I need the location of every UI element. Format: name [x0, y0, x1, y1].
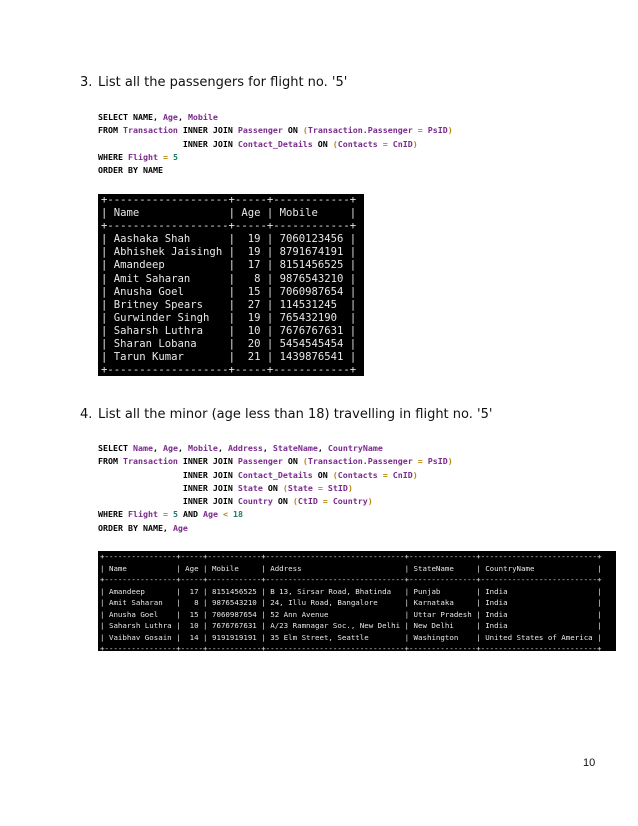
- table-border: +----------------+-----+------------+-------------------------------+---------------+--------------------------+: [100, 644, 602, 651]
- sql-token: =: [157, 151, 173, 162]
- table-cell: Karnataka: [413, 598, 454, 607]
- table-border: |: [101, 298, 114, 311]
- sql-token: PsID: [427, 456, 448, 467]
- table-border: |: [400, 609, 414, 619]
- table-border: +-------------------+-----+------------+: [101, 194, 357, 206]
- table-border: |: [222, 298, 242, 311]
- table-cell: 7676767631: [212, 621, 257, 630]
- sql-token: WHERE: [98, 151, 128, 162]
- sql-token: (: [302, 456, 308, 467]
- sql-token: StateName: [272, 443, 318, 453]
- table-cell: 14: [189, 632, 199, 642]
- sql-token: Contacts: [337, 138, 378, 149]
- column-header: Mobile: [279, 207, 318, 220]
- sql-token: Passenger: [237, 456, 283, 467]
- table-cell: Abhishek Jaisingh: [113, 246, 223, 259]
- table-cell: Amandeep: [108, 586, 145, 596]
- column-header: Address: [270, 563, 302, 573]
- sql-token: CountryName: [327, 443, 383, 453]
- question-3: [80, 75, 347, 90]
- sql-token: PsID: [427, 125, 448, 136]
- sql-token: Name: [132, 443, 153, 453]
- sql-token: Country: [332, 496, 368, 506]
- table-border: |: [101, 272, 114, 285]
- question-4-number: 4.: [80, 407, 93, 422]
- sql-token: ON: [282, 456, 303, 467]
- table-cell: 15: [247, 285, 261, 298]
- table-border: |: [256, 621, 271, 630]
- sql-token: Age: [202, 509, 218, 520]
- table-cell: Aashaka Shah: [113, 233, 191, 246]
- table-border: |: [471, 609, 486, 619]
- table-border: |: [222, 338, 242, 351]
- table-border: |: [592, 563, 602, 573]
- table-border: |: [471, 621, 486, 630]
- table-cell: Saharsh Luthra: [108, 621, 172, 630]
- table-border: |: [171, 598, 186, 607]
- sql-query-3: [98, 111, 453, 177]
- table-border: |: [256, 609, 271, 619]
- table-border: |: [260, 298, 280, 311]
- table-border: |: [260, 233, 280, 246]
- table-border: |: [343, 351, 357, 364]
- sql-token: =: [412, 125, 428, 136]
- table-cell: 19: [247, 246, 261, 259]
- sql-token: Age: [162, 443, 178, 453]
- table-border: |: [260, 351, 280, 364]
- table-cell: Gurwinder Singh: [113, 311, 210, 324]
- sql-line: [98, 508, 453, 521]
- table-border: |: [260, 324, 280, 337]
- table-border: |: [198, 632, 212, 642]
- table-cell: 52 Ann Avenue: [270, 609, 329, 619]
- table-cell: 10: [247, 324, 261, 337]
- sql-line: [98, 442, 453, 455]
- sql-token: =: [317, 496, 333, 506]
- table-border: |: [222, 246, 242, 259]
- table-border: |: [171, 563, 186, 573]
- sql-token: CnID: [392, 469, 413, 480]
- table-border: |: [198, 586, 212, 596]
- sql-token: 5: [172, 151, 178, 162]
- query-result-3: [98, 194, 364, 376]
- sql-token: Mobile: [187, 112, 218, 122]
- table-border: |: [343, 207, 357, 220]
- table-border: |: [400, 621, 414, 630]
- result-line: [101, 299, 364, 312]
- sql-token: INNER JOIN: [177, 456, 238, 467]
- table-border: |: [222, 311, 242, 324]
- sql-token: INNER JOIN: [98, 496, 238, 506]
- sql-token: Mobile: [187, 443, 218, 453]
- table-border: |: [101, 311, 114, 324]
- sql-token: Contacts: [337, 469, 378, 480]
- sql-token: SELECT: [98, 443, 133, 453]
- table-border: |: [260, 246, 280, 259]
- sql-token: <: [217, 509, 233, 520]
- table-border: |: [256, 563, 271, 573]
- table-cell: A/23 Ramnagar Soc., New Delhi: [270, 621, 401, 630]
- table-cell: 1439876541: [279, 351, 344, 364]
- column-header: Age: [241, 207, 261, 220]
- sql-token: (: [332, 469, 338, 480]
- sql-token: Transaction.Passenger: [307, 125, 413, 136]
- question-3-number: 3.: [80, 75, 93, 90]
- table-cell: 8151456525: [212, 586, 257, 596]
- sql-token: State: [237, 482, 263, 493]
- sql-token: ): [447, 456, 453, 467]
- sql-token: 5: [172, 509, 178, 520]
- sql-token: ,: [152, 443, 163, 453]
- sql-token: ON: [272, 496, 293, 506]
- table-border: |: [471, 586, 486, 596]
- sql-line: [98, 151, 453, 164]
- table-cell: Amit Saharan: [108, 598, 163, 607]
- table-border: |: [101, 285, 114, 298]
- table-cell: 9876543210: [279, 272, 344, 285]
- table-border: |: [198, 598, 212, 607]
- table-border: |: [471, 598, 486, 607]
- sql-token: ORDER BY NAME,: [98, 522, 173, 533]
- table-border: |: [222, 207, 242, 220]
- table-cell: Amandeep: [113, 259, 165, 272]
- sql-token: Contact_Details: [237, 138, 313, 149]
- table-border: |: [101, 324, 114, 337]
- sql-token: (: [282, 482, 288, 493]
- sql-token: Country: [237, 496, 273, 506]
- table-border: |: [343, 233, 357, 246]
- table-border: |: [222, 351, 242, 364]
- table-cell: 27: [247, 298, 261, 311]
- result-line: [101, 207, 364, 220]
- result-line: [101, 233, 364, 246]
- table-border: |: [400, 586, 414, 596]
- sql-token: Transaction: [122, 125, 178, 136]
- sql-token: ): [412, 469, 418, 480]
- sql-line: [98, 124, 453, 137]
- sql-token: FROM: [98, 456, 123, 467]
- result-line: [100, 643, 616, 651]
- table-cell: Anusha Goel: [108, 609, 159, 619]
- table-cell: New Delhi: [413, 621, 454, 630]
- table-border: |: [256, 586, 271, 596]
- sql-token: WHERE: [98, 509, 128, 520]
- result-line: [100, 563, 616, 575]
- table-border: |: [198, 621, 212, 630]
- table-border: |: [400, 598, 414, 607]
- column-header: Mobile: [211, 563, 239, 573]
- sql-token: Contact_Details: [237, 469, 313, 480]
- result-line: [101, 351, 364, 364]
- result-line: [100, 620, 616, 632]
- result-line: [101, 273, 364, 286]
- table-border: |: [101, 259, 114, 272]
- table-cell: 19: [247, 233, 261, 246]
- table-cell: Britney Spears: [113, 298, 204, 311]
- sql-token: ): [447, 125, 453, 136]
- table-cell: 20: [247, 338, 261, 351]
- table-border: |: [100, 563, 109, 573]
- table-cell: 8791674191: [279, 246, 344, 259]
- sql-line: [98, 469, 453, 482]
- sql-line: [98, 522, 453, 535]
- sql-token: Age: [172, 522, 188, 533]
- result-line: [101, 194, 364, 207]
- table-cell: 19: [247, 311, 261, 324]
- sql-line: [98, 455, 453, 468]
- sql-token: =: [377, 138, 393, 149]
- result-line: [100, 586, 616, 598]
- table-border: |: [101, 233, 114, 246]
- table-border: |: [260, 272, 280, 285]
- table-border: |: [171, 609, 186, 619]
- table-cell: B 13, Sirsar Road, Bhatinda: [270, 586, 392, 596]
- table-border: |: [100, 609, 109, 619]
- sql-token: ): [347, 482, 353, 493]
- table-border: |: [592, 609, 602, 619]
- result-line: [101, 286, 364, 299]
- sql-token: AND: [177, 509, 203, 520]
- sql-token: (: [332, 138, 338, 149]
- table-border: +----------------+-----+------------+-------------------------------+---------------+--------------------------+: [100, 552, 602, 561]
- table-border: |: [400, 632, 414, 642]
- table-cell: Saharsh Luthra: [113, 324, 204, 337]
- table-border: |: [256, 598, 271, 607]
- table-cell: 8: [254, 272, 261, 285]
- table-border: |: [222, 259, 242, 272]
- table-border: |: [343, 298, 357, 311]
- sql-token: Flight: [127, 509, 158, 520]
- table-border: |: [222, 272, 242, 285]
- table-border: |: [471, 563, 486, 573]
- sql-query-4: [98, 442, 453, 535]
- table-cell: 17: [247, 259, 261, 272]
- table-border: |: [171, 586, 186, 596]
- table-border: |: [400, 563, 414, 573]
- sql-token: ): [412, 138, 418, 149]
- table-border: |: [222, 324, 242, 337]
- sql-token: INNER JOIN: [98, 482, 238, 493]
- table-border: |: [100, 586, 109, 596]
- result-line: [101, 338, 364, 351]
- table-border: +-------------------+-----+------------+: [101, 364, 357, 376]
- table-cell: Punjab: [413, 586, 441, 596]
- table-border: |: [471, 632, 486, 642]
- table-border: |: [592, 621, 602, 630]
- sql-line: [98, 111, 453, 124]
- table-border: +-------------------+-----+------------+: [101, 220, 357, 233]
- sql-token: ,: [177, 112, 188, 122]
- table-cell: India: [485, 586, 508, 596]
- table-cell: India: [485, 609, 508, 619]
- table-cell: Amit Saharan: [113, 272, 191, 285]
- table-cell: India: [485, 621, 508, 630]
- table-border: |: [222, 233, 242, 246]
- table-border: |: [198, 609, 212, 619]
- sql-token: Transaction: [122, 456, 178, 467]
- sql-token: Transaction.Passenger: [307, 456, 413, 467]
- table-border: |: [343, 259, 357, 272]
- column-header: CountryName: [485, 563, 535, 573]
- sql-line: [98, 138, 453, 151]
- table-cell: Anusha Goel: [113, 285, 184, 298]
- sql-token: CnID: [392, 138, 413, 149]
- table-cell: 8151456525: [279, 259, 344, 272]
- column-header: StateName: [413, 563, 454, 573]
- sql-token: FROM: [98, 125, 123, 136]
- table-cell: 9191919191: [212, 632, 257, 642]
- table-cell: Vaibhav Gosain: [108, 632, 172, 642]
- table-border: |: [101, 207, 114, 220]
- table-cell: 21: [247, 351, 261, 364]
- table-cell: Tarun Kumar: [113, 351, 184, 364]
- table-cell: 17: [189, 586, 199, 596]
- sql-token: CtID: [297, 496, 318, 506]
- table-border: |: [592, 586, 602, 596]
- table-cell: 35 Elm Street, Seattle: [270, 632, 369, 642]
- table-cell: 7676767631: [279, 324, 344, 337]
- sql-token: ON: [312, 469, 333, 480]
- sql-token: Address: [227, 443, 263, 453]
- sql-token: ): [367, 496, 373, 506]
- table-border: |: [100, 598, 109, 607]
- table-border: |: [343, 285, 357, 298]
- sql-token: ORDER BY NAME: [98, 165, 163, 175]
- table-cell: 765432190: [279, 311, 338, 324]
- table-cell: Washington: [413, 632, 459, 642]
- result-line: [101, 312, 364, 325]
- sql-line: [98, 495, 453, 508]
- table-border: |: [198, 563, 212, 573]
- column-header: Age: [185, 563, 199, 573]
- table-border: |: [100, 632, 109, 642]
- table-cell: 5454545454: [279, 338, 344, 351]
- sql-token: SELECT NAME,: [98, 112, 163, 122]
- table-border: |: [222, 285, 242, 298]
- table-cell: 9876543210: [212, 598, 257, 607]
- sql-token: ON: [262, 482, 283, 493]
- sql-token: ,: [217, 443, 228, 453]
- result-line: [101, 364, 364, 376]
- table-cell: 114531245: [279, 298, 338, 311]
- table-border: |: [171, 632, 186, 642]
- result-line: [100, 574, 616, 586]
- table-border: |: [260, 338, 280, 351]
- sql-token: =: [157, 509, 173, 520]
- table-border: |: [101, 338, 114, 351]
- sql-token: ,: [262, 443, 273, 453]
- table-cell: 10: [189, 621, 199, 630]
- table-cell: 15: [189, 609, 199, 619]
- table-border: |: [260, 259, 280, 272]
- table-border: +----------------+-----+------------+-------------------------------+---------------+--------------------------+: [100, 575, 602, 584]
- table-cell: United States of America: [485, 632, 593, 642]
- table-border: |: [256, 632, 271, 642]
- table-border: |: [343, 311, 357, 324]
- column-header: Name: [108, 563, 127, 573]
- table-cell: Sharan Lobana: [113, 338, 197, 351]
- sql-token: INNER JOIN: [98, 138, 238, 149]
- table-cell: India: [485, 598, 508, 607]
- sql-token: StID: [327, 482, 348, 493]
- query-result-4: [98, 551, 616, 651]
- sql-token: ,: [177, 443, 188, 453]
- sql-token: Flight: [127, 151, 158, 162]
- question-4-text: List all the minor (age less than 18) travelling in flight no. '5': [98, 407, 493, 422]
- result-line: [101, 325, 364, 338]
- table-cell: Uttar Pradesh: [413, 609, 472, 619]
- sql-token: INNER JOIN: [177, 125, 238, 136]
- sql-token: ON: [282, 125, 303, 136]
- sql-token: INNER JOIN: [98, 469, 238, 480]
- table-border: |: [101, 246, 114, 259]
- sql-line: [98, 164, 453, 177]
- table-border: |: [100, 621, 109, 630]
- result-line: [101, 220, 364, 233]
- result-line: [100, 597, 616, 609]
- table-border: |: [592, 598, 602, 607]
- table-border: |: [343, 246, 357, 259]
- sql-line: [98, 482, 453, 495]
- table-border: |: [592, 632, 602, 642]
- table-cell: 24, Illu Road, Bangalore: [270, 598, 378, 607]
- table-border: |: [101, 351, 114, 364]
- table-cell: 7060123456: [279, 233, 344, 246]
- table-cell: 7060987654: [279, 285, 344, 298]
- sql-token: (: [302, 125, 308, 136]
- sql-token: ,: [317, 443, 328, 453]
- table-border: |: [260, 207, 280, 220]
- sql-token: (: [292, 496, 298, 506]
- sql-token: =: [312, 482, 328, 493]
- result-line: [100, 609, 616, 621]
- result-line: [101, 259, 364, 272]
- table-border: |: [260, 285, 280, 298]
- column-header: Name: [113, 207, 140, 220]
- table-cell: 7060987654: [212, 609, 257, 619]
- question-4: [80, 407, 492, 422]
- sql-token: State: [287, 482, 313, 493]
- result-line: [100, 632, 616, 644]
- sql-token: Passenger: [237, 125, 283, 136]
- table-border: |: [260, 311, 280, 324]
- result-line: [101, 246, 364, 259]
- sql-token: =: [377, 469, 393, 480]
- table-border: |: [343, 338, 357, 351]
- sql-token: Age: [162, 112, 178, 122]
- table-border: |: [343, 324, 357, 337]
- sql-token: =: [412, 456, 428, 467]
- table-border: |: [171, 621, 186, 630]
- table-cell: 8: [194, 598, 199, 607]
- sql-token: 18: [232, 509, 243, 520]
- page-number: 10: [583, 757, 596, 769]
- table-border: |: [343, 272, 357, 285]
- result-line: [100, 551, 616, 563]
- question-3-text: List all the passengers for flight no. '5': [98, 75, 348, 90]
- sql-token: ON: [312, 138, 333, 149]
